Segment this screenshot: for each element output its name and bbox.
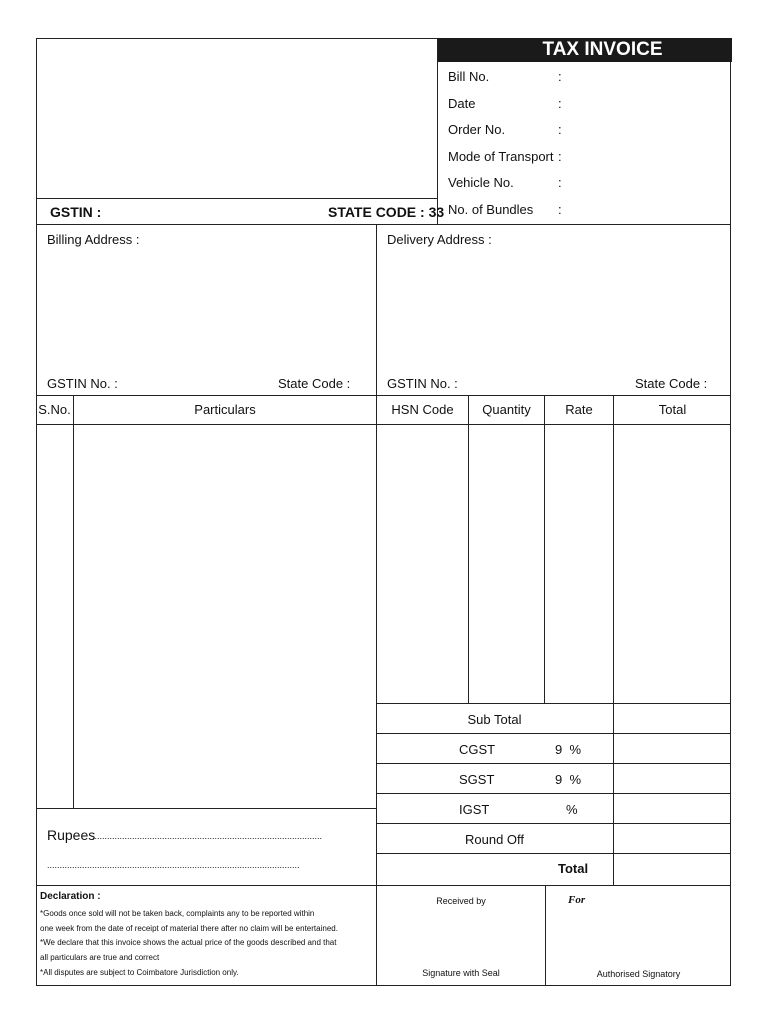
- gstin-label: GSTIN :: [50, 204, 102, 220]
- field-bundles-sep: :: [558, 202, 562, 217]
- state-code-label: STATE CODE : 33: [328, 204, 445, 220]
- field-order-no-label: Order No.: [448, 122, 506, 137]
- col-hsn-divider: [468, 395, 469, 703]
- col-header-rate: Rate: [565, 402, 593, 417]
- roundoff-top: [376, 823, 731, 824]
- gstin-row-top: [36, 198, 438, 199]
- subtotal-label: Sub Total: [467, 712, 522, 727]
- field-bill-no-label: Bill No.: [448, 69, 490, 84]
- table-header-bottom: [36, 424, 731, 425]
- col-header-particulars: Particulars: [194, 402, 256, 417]
- field-vehicle-label: Vehicle No.: [448, 175, 514, 190]
- billing-gstin-label: GSTIN No. :: [47, 376, 118, 391]
- col-qty-divider: [544, 395, 545, 703]
- authorised-signatory-label: Authorised Signatory: [596, 969, 681, 979]
- field-transport-label: Mode of Transport: [448, 149, 554, 164]
- header-divider: [437, 38, 438, 224]
- table-header-top: [36, 395, 731, 396]
- col-sno-divider: [73, 395, 74, 808]
- billing-state-code-label: State Code :: [278, 376, 351, 391]
- footer-top: [36, 885, 731, 886]
- cgst-rate: 9 %: [555, 742, 582, 757]
- field-vehicle-sep: :: [558, 175, 562, 190]
- field-date-label: Date: [448, 96, 476, 111]
- sgst-rate: 9 %: [555, 772, 582, 787]
- sgst-label: SGST: [459, 772, 495, 787]
- rupees-dots-line1: ............................................................................................: [92, 832, 323, 841]
- rupees-label: Rupees: [47, 827, 96, 843]
- declaration-line-3: *We declare that this invoice shows the actual price of the goods described and that: [40, 938, 337, 947]
- signature-with-seal-label: Signature with Seal: [422, 968, 500, 978]
- cgst-label: CGST: [459, 742, 496, 757]
- delivery-address-label: Delivery Address :: [387, 232, 492, 247]
- invoice-title: TAX INVOICE: [542, 39, 663, 60]
- header-bottom: [36, 224, 731, 225]
- igst-label: IGST: [459, 802, 490, 817]
- col-rate-divider: [613, 395, 614, 885]
- delivery-state-code-label: State Code :: [635, 376, 708, 391]
- igst-top: [376, 793, 731, 794]
- field-transport-sep: :: [558, 149, 562, 164]
- col-header-hsn: HSN Code: [391, 402, 454, 417]
- round-off-label: Round Off: [464, 832, 525, 847]
- grand-total-label: Total: [558, 861, 589, 876]
- field-bill-no-sep: :: [558, 69, 562, 84]
- address-divider: [376, 224, 377, 986]
- field-date-sep: :: [558, 96, 562, 111]
- billing-address-label: Billing Address :: [47, 232, 140, 247]
- rupees-top: [36, 808, 377, 809]
- field-order-no-sep: :: [558, 122, 562, 137]
- col-header-sno: S.No.: [38, 402, 71, 417]
- rupees-dots-line2: .....................................................................................................: [47, 861, 300, 870]
- igst-rate: %: [566, 802, 578, 817]
- col-header-total: Total: [658, 402, 687, 417]
- declaration-line-5: *All disputes are subject to Coimbatore Jurisdiction only.: [40, 968, 239, 977]
- delivery-gstin-label: GSTIN No. :: [387, 376, 458, 391]
- sgst-top: [376, 763, 731, 764]
- declaration-line-4: all particulars are true and correct: [40, 953, 160, 962]
- for-label: For: [568, 894, 586, 906]
- total-top: [376, 853, 731, 854]
- declaration-line-2: one week from the date of receipt of material there after no claim will be entertained.: [40, 924, 338, 933]
- declaration-line-1: *Goods once sold will not be taken back, complaints any to be reported within: [40, 909, 315, 918]
- cgst-top: [376, 733, 731, 734]
- received-by-label: Received by: [436, 896, 486, 906]
- field-bundles-label: No. of Bundles: [448, 202, 534, 217]
- declaration-title: Declaration :: [40, 891, 101, 902]
- subtotal-top: [376, 703, 731, 704]
- col-header-quantity: Quantity: [482, 402, 531, 417]
